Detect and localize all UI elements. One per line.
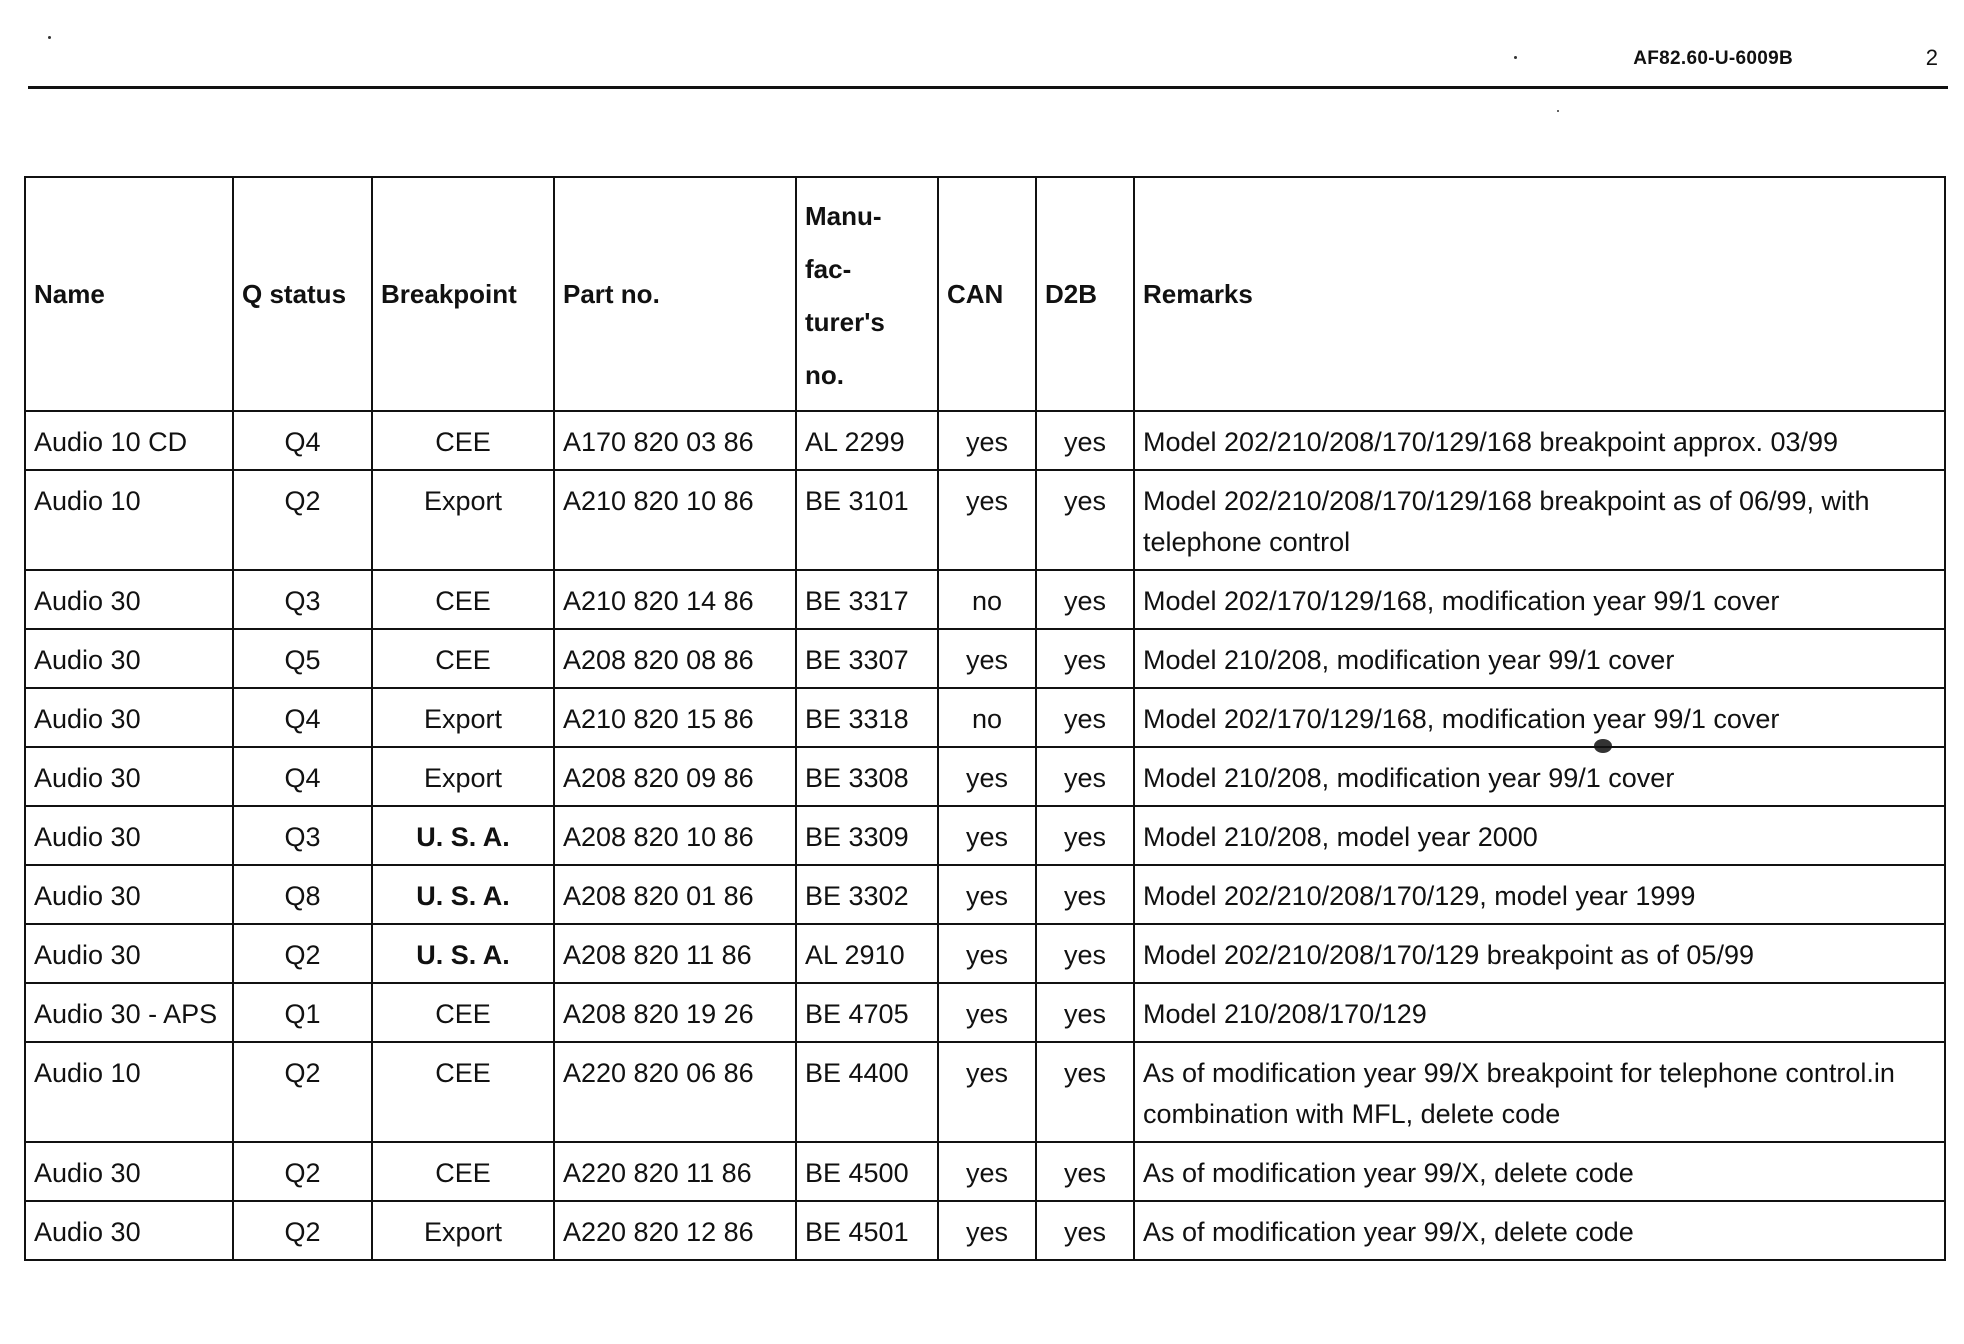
cell-part-no: A220 820 06 86 xyxy=(554,1042,796,1142)
cell-name: Audio 10 xyxy=(25,1042,233,1142)
cell-d2b: yes xyxy=(1036,570,1134,629)
cell-q-status: Q3 xyxy=(233,806,372,865)
cell-part-no: A170 820 03 86 xyxy=(554,411,796,470)
cell-part-no: A220 820 12 86 xyxy=(554,1201,796,1260)
cell-q-status: Q2 xyxy=(233,1201,372,1260)
cell-name: Audio 30 xyxy=(25,924,233,983)
cell-can: no xyxy=(938,570,1036,629)
cell-part-no: A208 820 01 86 xyxy=(554,865,796,924)
cell-q-status: Q3 xyxy=(233,570,372,629)
cell-breakpoint: CEE xyxy=(372,570,554,629)
cell-manufacturer-no: BE 3318 xyxy=(796,688,938,747)
column-header-q-status: Q status xyxy=(233,177,372,411)
cell-q-status: Q2 xyxy=(233,1042,372,1142)
page-header xyxy=(28,40,1948,89)
cell-breakpoint: U. S. A. xyxy=(372,806,554,865)
cell-q-status: Q2 xyxy=(233,470,372,570)
cell-remarks: Model 210/208, modification year 99/1 cover xyxy=(1134,629,1945,688)
cell-manufacturer-no: BE 3317 xyxy=(796,570,938,629)
cell-breakpoint: CEE xyxy=(372,1142,554,1201)
cell-d2b: yes xyxy=(1036,470,1134,570)
cell-manufacturer-no: BE 3302 xyxy=(796,865,938,924)
cell-manufacturer-no: BE 4500 xyxy=(796,1142,938,1201)
cell-part-no: A208 820 09 86 xyxy=(554,747,796,806)
cell-remarks: Model 210/208, model year 2000 xyxy=(1134,806,1945,865)
cell-name: Audio 30 xyxy=(25,1142,233,1201)
cell-name: Audio 30 xyxy=(25,1201,233,1260)
cell-remarks: Model 202/210/208/170/129 breakpoint as of 05/99 xyxy=(1134,924,1945,983)
column-header-d2b: D2B xyxy=(1036,177,1134,411)
cell-d2b: yes xyxy=(1036,1142,1134,1201)
parts-table xyxy=(24,176,1946,1261)
cell-d2b: yes xyxy=(1036,411,1134,470)
cell-name: Audio 10 CD xyxy=(25,411,233,470)
cell-d2b: yes xyxy=(1036,629,1134,688)
cell-manufacturer-no: BE 4705 xyxy=(796,983,938,1042)
cell-part-no: A208 820 11 86 xyxy=(554,924,796,983)
column-header-can: CAN xyxy=(938,177,1036,411)
cell-can: yes xyxy=(938,1042,1036,1142)
cell-breakpoint: U. S. A. xyxy=(372,924,554,983)
column-header-breakpoint: Breakpoint xyxy=(372,177,554,411)
cell-d2b: yes xyxy=(1036,747,1134,806)
cell-d2b: yes xyxy=(1036,924,1134,983)
table-row xyxy=(25,1201,1945,1260)
cell-name: Audio 10 xyxy=(25,470,233,570)
table-row xyxy=(25,747,1945,806)
cell-breakpoint: CEE xyxy=(372,1042,554,1142)
column-header-manufacturer-no: Manu- fac- turer's no. xyxy=(796,177,938,411)
cell-q-status: Q4 xyxy=(233,747,372,806)
table-row xyxy=(25,1042,1945,1142)
cell-breakpoint: CEE xyxy=(372,983,554,1042)
cell-remarks: As of modification year 99/X, delete code xyxy=(1134,1201,1945,1260)
page-number: 2 xyxy=(1925,45,1938,70)
cell-breakpoint: Export xyxy=(372,688,554,747)
table-row xyxy=(25,688,1945,747)
cell-q-status: Q4 xyxy=(233,411,372,470)
table-row xyxy=(25,924,1945,983)
table-row xyxy=(25,865,1945,924)
cell-can: yes xyxy=(938,411,1036,470)
scan-speck xyxy=(1514,56,1517,59)
table-row xyxy=(25,411,1945,470)
cell-q-status: Q5 xyxy=(233,629,372,688)
cell-q-status: Q2 xyxy=(233,924,372,983)
cell-name: Audio 30 xyxy=(25,865,233,924)
cell-q-status: Q2 xyxy=(233,1142,372,1201)
cell-remarks: Model 210/208/170/129 xyxy=(1134,983,1945,1042)
cell-q-status: Q4 xyxy=(233,688,372,747)
cell-d2b: yes xyxy=(1036,806,1134,865)
cell-d2b: yes xyxy=(1036,688,1134,747)
scan-speck xyxy=(1557,110,1559,112)
column-header-part-no: Part no. xyxy=(554,177,796,411)
cell-d2b: yes xyxy=(1036,1042,1134,1142)
document-id: AF82.60-U-6009B xyxy=(1633,48,1793,69)
cell-can: yes xyxy=(938,924,1036,983)
cell-manufacturer-no: BE 3101 xyxy=(796,470,938,570)
table-header-row xyxy=(25,177,1945,411)
cell-remarks: Model 202/210/208/170/129/168 breakpoint approx. 03/99 xyxy=(1134,411,1945,470)
cell-manufacturer-no: BE 3307 xyxy=(796,629,938,688)
cell-part-no: A220 820 11 86 xyxy=(554,1142,796,1201)
cell-q-status: Q8 xyxy=(233,865,372,924)
cell-part-no: A208 820 08 86 xyxy=(554,629,796,688)
cell-remarks: Model 202/170/129/168, modification year 99/1 cover xyxy=(1134,570,1945,629)
cell-can: yes xyxy=(938,1201,1036,1260)
cell-remarks: As of modification year 99/X, delete code xyxy=(1134,1142,1945,1201)
table-row xyxy=(25,470,1945,570)
cell-part-no: A210 820 14 86 xyxy=(554,570,796,629)
cell-can: yes xyxy=(938,1142,1036,1201)
scan-speck xyxy=(48,36,51,39)
cell-d2b: yes xyxy=(1036,1201,1134,1260)
cell-breakpoint: Export xyxy=(372,747,554,806)
cell-breakpoint: CEE xyxy=(372,629,554,688)
cell-can: yes xyxy=(938,806,1036,865)
cell-can: yes xyxy=(938,983,1036,1042)
cell-can: yes xyxy=(938,629,1036,688)
table-row xyxy=(25,570,1945,629)
cell-remarks: Model 202/210/208/170/129/168 breakpoint as of 06/99, with telephone control xyxy=(1134,470,1945,570)
cell-can: yes xyxy=(938,747,1036,806)
cell-q-status: Q1 xyxy=(233,983,372,1042)
cell-manufacturer-no: BE 3308 xyxy=(796,747,938,806)
cell-can: no xyxy=(938,688,1036,747)
cell-remarks: Model 210/208, modification year 99/1 cover xyxy=(1134,747,1945,806)
cell-manufacturer-no: BE 3309 xyxy=(796,806,938,865)
cell-name: Audio 30 xyxy=(25,570,233,629)
cell-remarks: Model 202/210/208/170/129, model year 1999 xyxy=(1134,865,1945,924)
cell-part-no: A210 820 10 86 xyxy=(554,470,796,570)
cell-name: Audio 30 xyxy=(25,629,233,688)
cell-manufacturer-no: AL 2299 xyxy=(796,411,938,470)
cell-d2b: yes xyxy=(1036,983,1134,1042)
cell-breakpoint: Export xyxy=(372,470,554,570)
cell-part-no: A208 820 10 86 xyxy=(554,806,796,865)
cell-part-no: A208 820 19 26 xyxy=(554,983,796,1042)
cell-name: Audio 30 xyxy=(25,688,233,747)
column-header-name: Name xyxy=(25,177,233,411)
table-row xyxy=(25,983,1945,1042)
cell-breakpoint: CEE xyxy=(372,411,554,470)
cell-part-no: A210 820 15 86 xyxy=(554,688,796,747)
cell-manufacturer-no: BE 4501 xyxy=(796,1201,938,1260)
cell-name: Audio 30 xyxy=(25,806,233,865)
table-row xyxy=(25,1142,1945,1201)
cell-remarks: As of modification year 99/X breakpoint for telephone control.in combination with MFL, delete code xyxy=(1134,1042,1945,1142)
cell-can: yes xyxy=(938,470,1036,570)
table-row xyxy=(25,806,1945,865)
cell-manufacturer-no: BE 4400 xyxy=(796,1042,938,1142)
column-header-remarks: Remarks xyxy=(1134,177,1945,411)
cell-name: Audio 30 - APS xyxy=(25,983,233,1042)
cell-manufacturer-no: AL 2910 xyxy=(796,924,938,983)
cell-d2b: yes xyxy=(1036,865,1134,924)
table-row xyxy=(25,629,1945,688)
cell-can: yes xyxy=(938,865,1036,924)
cell-breakpoint: Export xyxy=(372,1201,554,1260)
cell-breakpoint: U. S. A. xyxy=(372,865,554,924)
cell-remarks: Model 202/170/129/168, modification year 99/1 cover xyxy=(1134,688,1945,747)
cell-name: Audio 30 xyxy=(25,747,233,806)
